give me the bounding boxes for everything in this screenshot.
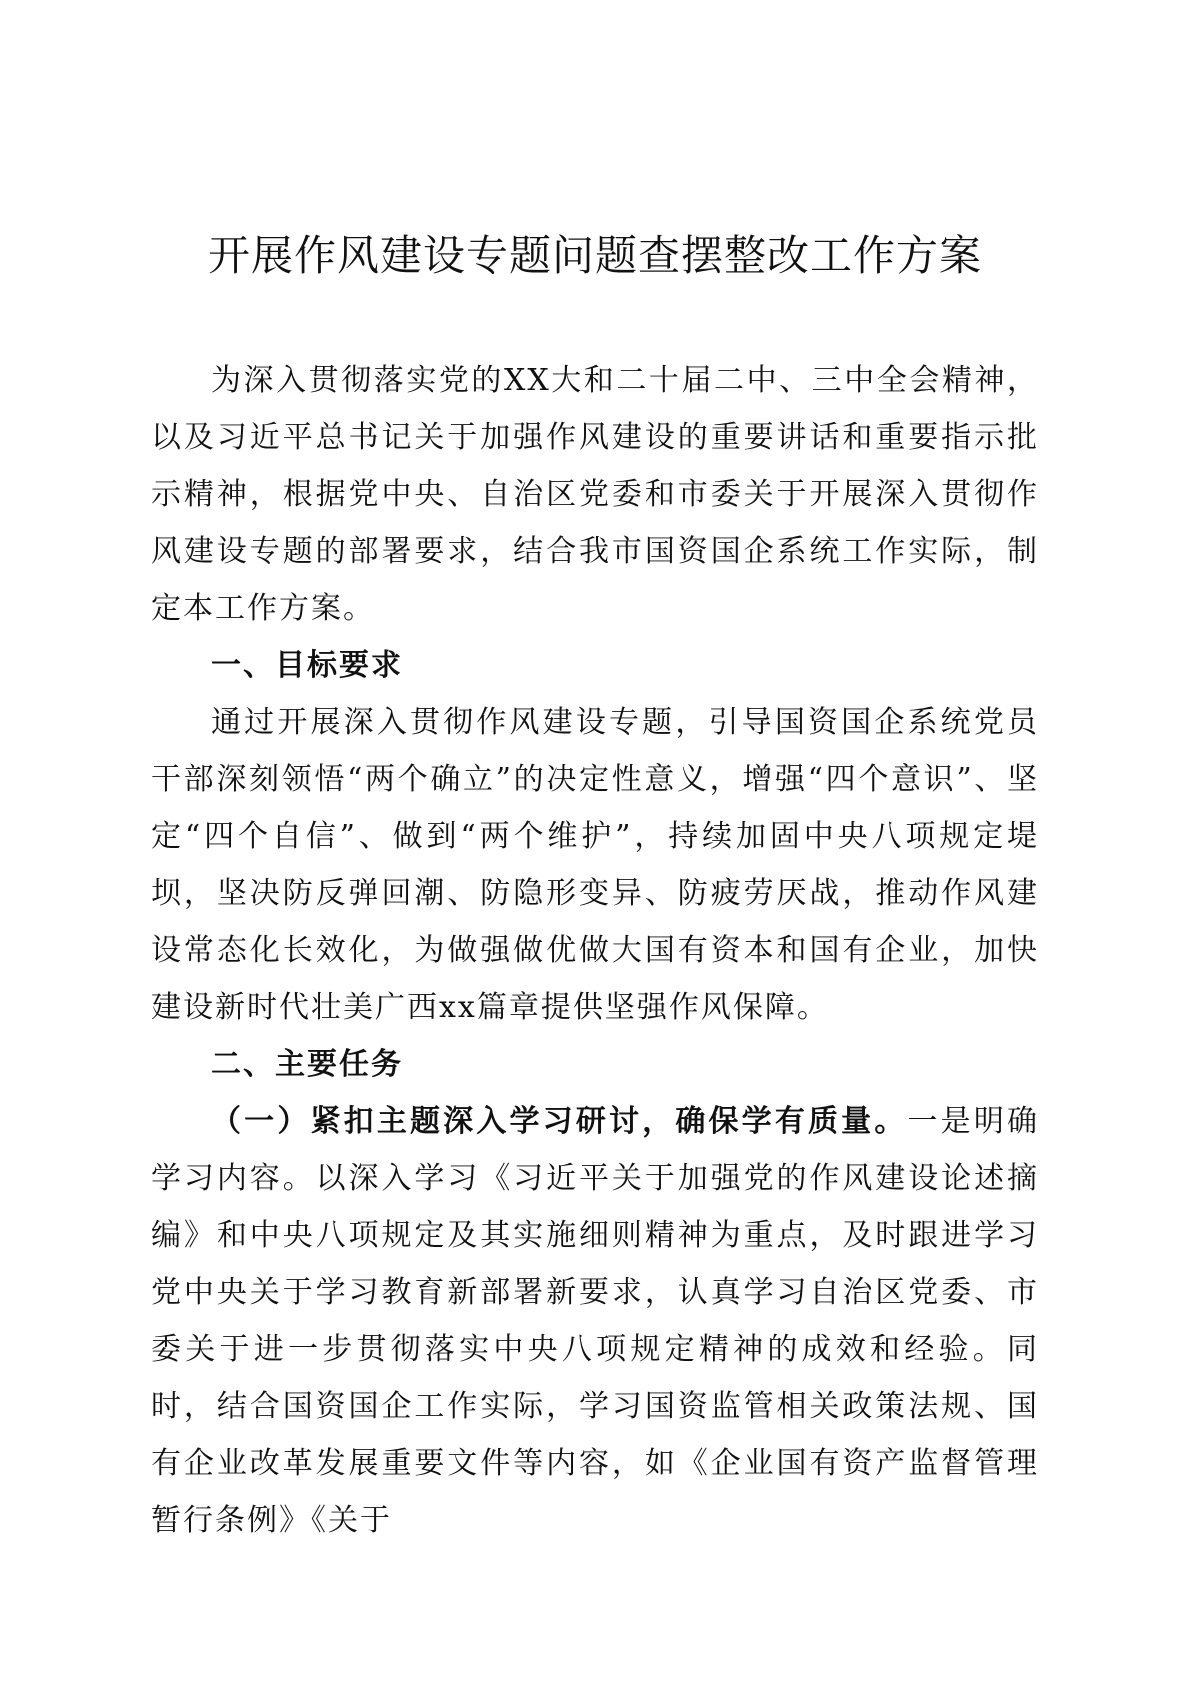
task-item-1-paragraph — [151, 1093, 1039, 1549]
document-body — [151, 352, 1039, 1549]
task-item-1-lead: （一）紧扣主题深入学习研讨，确保学有质量。 — [211, 1104, 908, 1139]
section-heading-tasks: 二、主要任务 — [211, 1047, 403, 1082]
document-title: 开展作风建设专题问题查摆整改工作方案 — [207, 231, 982, 280]
goals-paragraph: 通过开展深入贯彻作风建设专题，引导国资国企系统党员干部深刻领悟“两个确立”的决定性意义，增强“四个意识”、坚定“四个自信”、做到“两个维护”，持续加固中央八项规定堤坝，坚决防反弹回潮、防隐形变异、防疲劳厌战，推动作风建设常态化长效化，为做强做优做大国有资本和国有企业，加快建设新时代壮美广西xx篇章提供坚强作风保障。 — [151, 705, 1039, 1025]
intro-paragraph: 为深入贯彻落实党的XX大和二十届二中、三中全会精神，以及习近平总书记关于加强作风建设的重要讲话和重要指示批示精神，根据党中央、自治区党委和市委关于开展深入贯彻作风建设专题的部署要求，结合我市国资国企系统工作实际，制定本工作方案。 — [151, 363, 1039, 626]
section-heading-goals: 一、目标要求 — [211, 648, 403, 683]
task-item-1-text: 一是明确学习内容。以深入学习《习近平关于加强党的作风建设论述摘编》和中央八项规定及其实施细则精神为重点，及时跟进学习党中央关于学习教育新部署新要求，认真学习自治区党委、市委关于进一步贯彻落实中央八项规定精神的成效和经验。同时，结合国资国企工作实际，学习国资监管相关政策法规、国有企业改革发展重要文件等内容，如《企业国有资产监督管理暂行条例》《关于 — [151, 1104, 1040, 1538]
